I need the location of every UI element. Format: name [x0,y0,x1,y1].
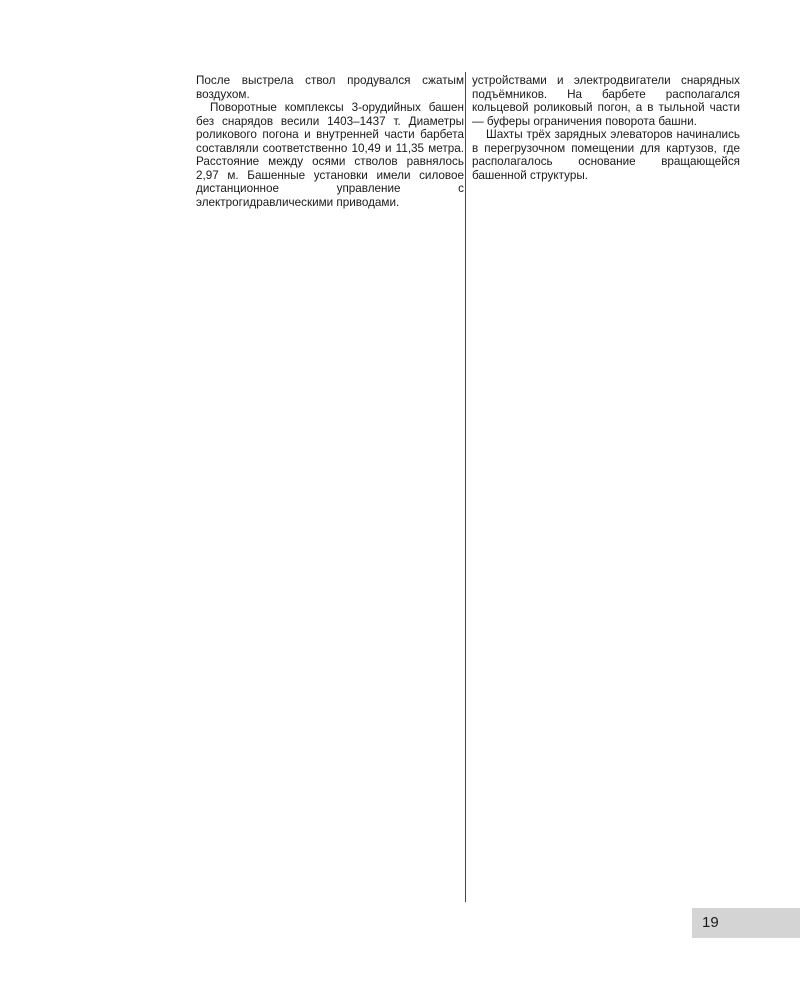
paragraph: После выстрела ствол продувался сжатым воздухом. [196,74,464,101]
right-text-column [472,74,740,182]
page-number-tab [692,908,800,938]
page-number: 19 [702,914,719,931]
paragraph: устройствами и электродвигатели снарядных подъёмников. На барбете располагался кольцевой роликовый погон, а в тыльной части — буферы ограничения поворота башни. [472,74,740,128]
paragraph: Шахты трёх зарядных элеваторов начинались в перегрузочном помещении для картузов, где располагалось основание вращающейся башенной структуры. [472,128,740,182]
column-divider [465,72,466,902]
paragraph: Поворотные комплексы 3-орудийных башен без снарядов весили 1403–1437 т. Диаметры роликового погона и внутренней части барбета составляли соответственно 10,49 и 11,35 метра. Расстояние между осями стволов равнялось 2,97 м. Башенные установки имели силовое дистанционное управление с электрогидравлическими приводами. [196,101,464,209]
left-text-column [196,74,464,209]
